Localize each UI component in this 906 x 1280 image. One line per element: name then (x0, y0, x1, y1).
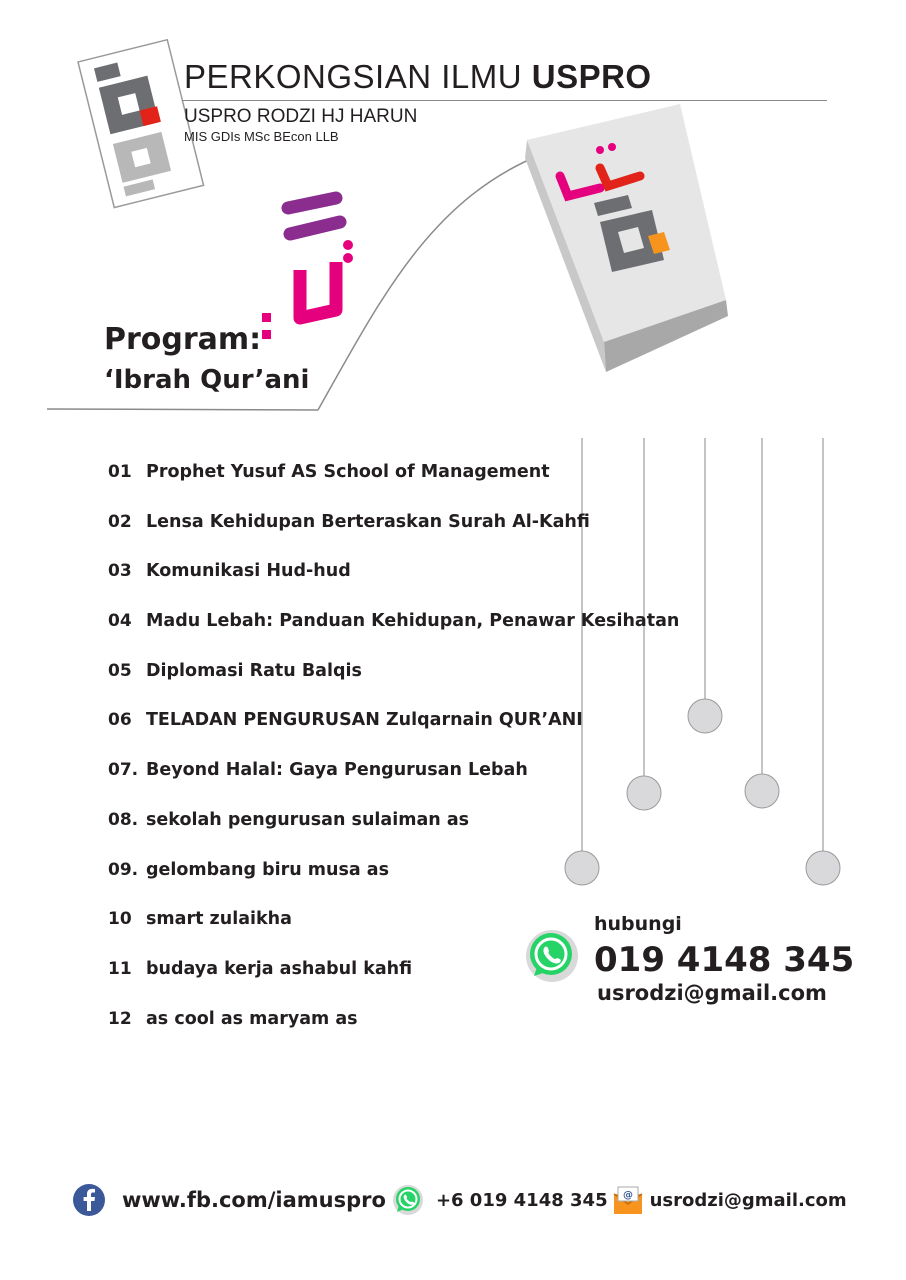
topic-title: Beyond Halal: Gaya Pengurusan Lebah (146, 760, 528, 781)
topic-number: 08. (108, 809, 139, 830)
topic-title: sekolah pengurusan sulaiman as (146, 809, 470, 830)
contact-email[interactable]: usrodzi@gmail.com (597, 981, 827, 1005)
topic-title: Komunikasi Hud-hud (146, 561, 351, 582)
mail-icon[interactable] (612, 1184, 644, 1216)
author-credentials: MIS GDIs MSc BEcon LLB (184, 129, 339, 144)
svg-text:@: @ (622, 1190, 633, 1201)
calligraphy-accent (262, 198, 353, 339)
footer-email[interactable]: usrodzi@gmail.com (649, 1189, 847, 1211)
footer-facebook-link[interactable]: www.fb.com/iamuspro (122, 1188, 386, 1212)
footer (72, 1183, 847, 1217)
program-label: Program: (104, 322, 262, 357)
topic-title: TELADAN PENGURUSAN Zulqarnain QUR’ANI (146, 710, 583, 731)
topic-number: 05 (108, 660, 132, 681)
list-item (108, 710, 679, 760)
whatsapp-icon[interactable] (524, 928, 580, 984)
list-item (108, 860, 679, 910)
topic-number: 02 (108, 511, 132, 532)
swoosh-arc-curve (318, 155, 540, 410)
list-item (108, 810, 679, 860)
contact-phone[interactable]: 019 4148 345 (594, 940, 855, 980)
topic-title: Prophet Yusuf AS School of Management (146, 462, 550, 482)
program-subtitle: ‘Ibrah Qur’ani (104, 365, 310, 395)
topic-number: 10 (108, 909, 132, 930)
topic-number: 06 (108, 710, 132, 731)
topic-number: 11 (108, 958, 132, 979)
topic-title: budaya kerja ashabul kahfi (146, 958, 413, 979)
header-title (184, 58, 652, 96)
facebook-icon[interactable] (72, 1183, 106, 1217)
list-item (108, 1009, 679, 1059)
whatsapp-icon[interactable] (392, 1184, 424, 1216)
topic-number: 01 (108, 462, 132, 482)
contact-label: hubungi (594, 913, 682, 935)
header-divider (182, 100, 827, 101)
topic-number: 07. (108, 760, 139, 781)
list-item (108, 611, 679, 661)
list-item (108, 760, 679, 810)
topic-title: Lensa Kehidupan Berteraskan Surah Al-Kahfi (146, 511, 590, 532)
topic-title: Diplomasi Ratu Balqis (146, 660, 362, 681)
list-item (108, 462, 679, 512)
list-item (108, 561, 679, 611)
list-item (108, 512, 679, 562)
topic-number: 04 (108, 611, 132, 632)
author-name: USPRO RODZI HJ HARUN (184, 106, 418, 127)
topic-title: gelombang biru musa as (146, 859, 390, 880)
list-item (108, 661, 679, 711)
topic-title: smart zulaikha (146, 909, 292, 930)
footer-phone[interactable]: +6 019 4148 345 (435, 1189, 608, 1211)
topic-number: 09. (108, 859, 139, 880)
book-illustration (525, 104, 728, 372)
header-title-prefix: PERKONGSIAN ILMU (184, 58, 532, 95)
topic-title: Madu Lebah: Panduan Kehidupan, Penawar Kesihatan (146, 611, 680, 632)
header-title-bold: USPRO (531, 58, 652, 95)
topic-number: 12 (108, 1008, 132, 1029)
topic-title: as cool as maryam as (146, 1008, 358, 1029)
topic-number: 03 (108, 561, 132, 582)
swoosh-arc (47, 409, 318, 410)
